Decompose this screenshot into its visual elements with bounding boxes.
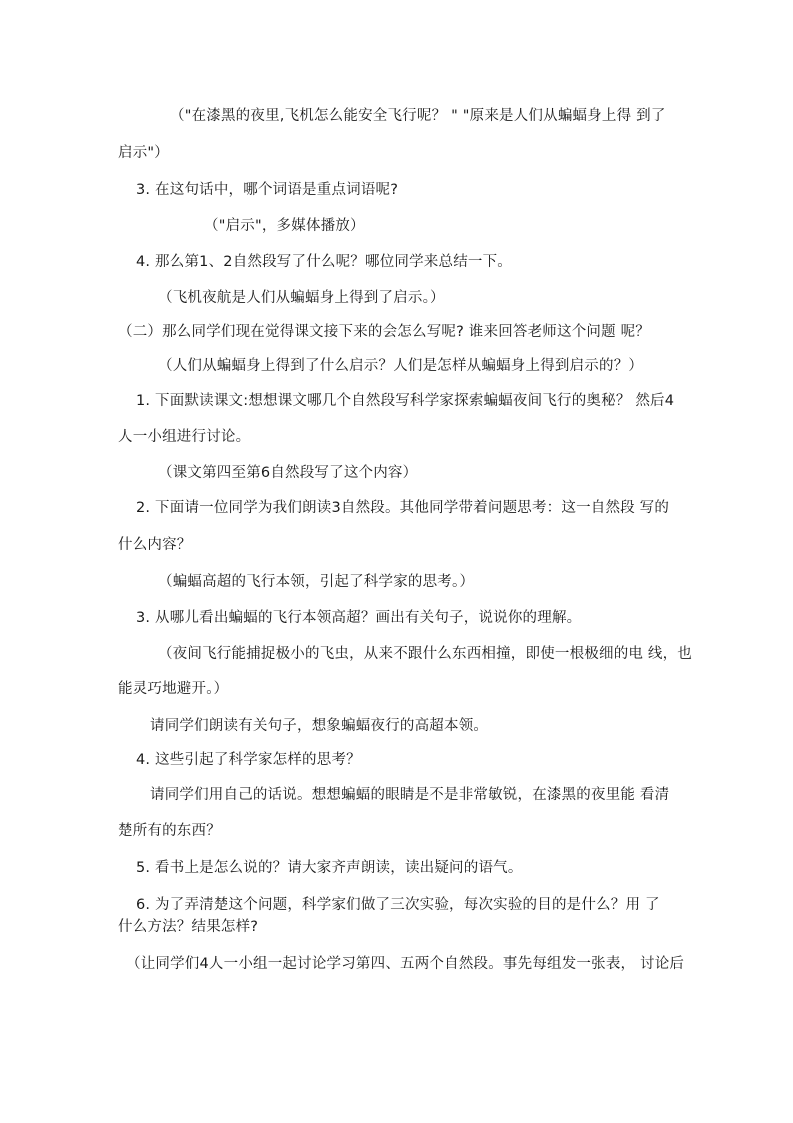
text-line: 3. 从哪儿看出蝙蝠的飞行本领高超？画出有关句子，说说你的理解。 [136, 610, 582, 626]
text-line: 5. 看书上是怎么说的？请大家齐声朗读，读出疑问的语气。 [136, 860, 523, 876]
text-line: （"在漆黑的夜里,飞机怎么能安全飞行呢？ " "原来是人们从蝙蝠身上得 到了 [170, 108, 666, 124]
text-line: 能灵巧地避开。） [118, 681, 229, 697]
text-line: 1. 下面默读课文:想想课文哪几个自然段写科学家探索蝙蝠夜间飞行的奥秘？ 然后4 [136, 393, 675, 409]
text-line: （课文第四至第6自然段写了这个内容） [158, 465, 418, 481]
text-line: （蝙蝠高超的飞行本领，引起了科学家的思考。） [158, 574, 475, 590]
text-line: （人们从蝙蝠身上得到了什么启示？人们是怎样从蝙蝠身上得到启示的？） [158, 358, 644, 374]
text-line: 什么内容？ [118, 537, 192, 553]
text-line: （飞机夜航是人们从蝙蝠身上得到了启示。） [158, 290, 445, 306]
text-line: 什么方法？结果怎样? [118, 919, 259, 935]
text-line: 请同学们朗读有关句子，想象蝙蝠夜行的高超本领。 [150, 718, 489, 734]
text-line: （夜间飞行能捕捉极小的飞虫，从来不跟什么东西相撞，即使一根极细的电 线，也 [158, 646, 693, 662]
text-line: 人一小组进行讨论。 [118, 429, 251, 445]
text-line: 请同学们用自己的话说。想想蝙蝠的眼睛是不是非常敏锐，在漆黑的夜里能 看清 [150, 787, 670, 803]
text-line: 2. 下面请一位同学为我们朗读3自然段。其他同学带着问题思考：这一自然段 写的 [136, 500, 670, 516]
text-line: （让同学们4人一小组一起讨论学习第四、五两个自然段。事先每组发一张表， 讨论后 [126, 956, 685, 972]
section-heading: （二）那么同学们现在觉得课文接下来的会怎么写呢? 谁来回答老师这个问题 呢？ [118, 324, 651, 340]
text-line: 启示"） [118, 145, 169, 161]
text-line: （"启示"，多媒体播放） [204, 218, 365, 234]
text-line: 3. 在这句话中，哪个词语是重点词语呢? [136, 182, 399, 198]
text-line: 6. 为了弄清楚这个问题，科学家们做了三次实验，每次实验的目的是什么？用 了 [136, 897, 660, 913]
text-line: 4. 这些引起了科学家怎样的思考？ [136, 752, 361, 768]
text-line: 4. 那么第1、2自然段写了什么呢？哪位同学来总结一下。 [136, 254, 512, 270]
text-line: 楚所有的东西？ [118, 823, 221, 839]
